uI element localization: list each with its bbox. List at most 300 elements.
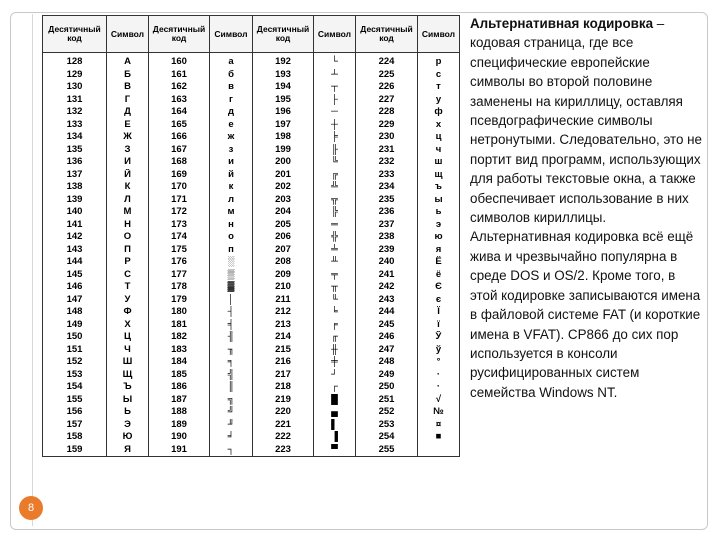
table-row [43,369,460,382]
table-row [43,394,460,407]
symbol-cell: · [418,381,460,394]
decimal-code-cell: 227 [356,94,418,107]
decimal-code-cell: 238 [356,231,418,244]
decimal-code-cell: 155 [43,394,107,407]
decimal-code-cell: 156 [43,406,107,419]
symbol-cell: х [418,119,460,132]
symbol-cell: · [418,369,460,382]
table-row [43,256,460,269]
symbol-cell: Т [107,281,149,294]
description-body: – кодовая страница, где все специфические европейские символы во второй половине заменены на кириллицу, оставляя псевдографические символы нетронутыми. Следовательно, это не портит вид программ, использующих для работы текстовые окна, а также обеспечивает использование в них символов кириллицы. Альтернативная кодировка всё ещё жива и чрезвычайно популярна в среде DOS и OS/2. Кроме того, в этой кодировке записываются имена в файловой системе FAT (и короткие имена в VFAT). CP866 до сих пор используется в консоли русифицированных систем семейства Windows NT. [470,16,703,400]
table-row [43,431,460,444]
decimal-code-cell: 216 [253,356,314,369]
decimal-code-cell: 150 [43,331,107,344]
header-symbol: Символ [107,16,149,53]
decimal-code-cell: 228 [356,106,418,119]
symbol-cell: ┌ [314,381,356,394]
decimal-code-cell: 193 [253,69,314,82]
decimal-code-cell: 177 [149,269,210,282]
decimal-code-cell: 151 [43,344,107,357]
symbol-cell: ─ [314,106,356,119]
symbol-cell: ┬ [314,81,356,94]
decimal-code-cell: 230 [356,131,418,144]
description-title: Альтернативная кодировка [470,16,654,31]
symbol-cell: ▓ [210,281,253,294]
symbol-cell: Х [107,319,149,332]
symbol-cell: ╫ [314,344,356,357]
decimal-code-cell: 131 [43,94,107,107]
decimal-code-cell: 248 [356,356,418,369]
symbol-cell: Г [107,94,149,107]
decimal-code-cell: 139 [43,194,107,207]
table-row [43,156,460,169]
decimal-code-cell: 168 [149,156,210,169]
decimal-code-cell: 147 [43,294,107,307]
header-symbol: Символ [210,16,253,53]
slide-left-rail [14,14,33,526]
symbol-cell: М [107,206,149,219]
decimal-code-cell: 231 [356,144,418,157]
symbol-cell: √ [418,394,460,407]
decimal-code-cell: 165 [149,119,210,132]
symbol-cell: ■ [418,431,460,444]
decimal-code-cell: 185 [149,369,210,382]
symbol-cell: В [107,81,149,94]
symbol-cell: ╖ [210,344,253,357]
decimal-code-cell: 152 [43,356,107,369]
decimal-code-cell: 186 [149,381,210,394]
decimal-code-cell: 189 [149,419,210,432]
symbol-cell: ╢ [210,331,253,344]
symbol-cell: ┴ [314,69,356,82]
decimal-code-cell: 159 [43,444,107,457]
decimal-code-cell: 179 [149,294,210,307]
symbol-cell: Ў [418,331,460,344]
symbol-cell: Ф [107,306,149,319]
decimal-code-cell: 255 [356,444,418,457]
symbol-cell: ▀ [314,444,356,457]
decimal-code-cell: 252 [356,406,418,419]
symbol-cell: Ш [107,356,149,369]
table-row [43,269,460,282]
symbol-cell: Р [107,256,149,269]
decimal-code-cell: 174 [149,231,210,244]
decimal-code-cell: 199 [253,144,314,157]
symbol-cell: щ [418,169,460,182]
symbol-cell: ф [418,106,460,119]
symbol-cell: ║ [210,381,253,394]
symbol-cell: Д [107,106,149,119]
decimal-code-cell: 229 [356,119,418,132]
table-row [43,281,460,294]
decimal-code-cell: 200 [253,156,314,169]
symbol-cell: Щ [107,369,149,382]
symbol-cell: ╨ [314,256,356,269]
table-row [43,106,460,119]
decimal-code-cell: 175 [149,244,210,257]
table-row [43,219,460,232]
decimal-code-cell: 192 [253,53,314,69]
decimal-code-cell: 129 [43,69,107,82]
decimal-code-cell: 237 [356,219,418,232]
symbol-cell: й [210,169,253,182]
symbol-cell: З [107,144,149,157]
symbol-cell: И [107,156,149,169]
symbol-cell: ╘ [314,306,356,319]
table-row [43,181,460,194]
symbol-cell: ╟ [314,144,356,157]
symbol-cell: ═ [314,219,356,232]
symbol-cell: б [210,69,253,82]
decimal-code-cell: 213 [253,319,314,332]
decimal-code-cell: 247 [356,344,418,357]
table-row [43,306,460,319]
decimal-code-cell: 148 [43,306,107,319]
symbol-cell: ў [418,344,460,357]
symbol-cell: ц [418,131,460,144]
description-text [470,14,706,402]
decimal-code-cell: 137 [43,169,107,182]
symbol-cell: ¤ [418,419,460,432]
decimal-code-cell: 208 [253,256,314,269]
symbol-cell: ь [418,206,460,219]
symbol-cell: з [210,144,253,157]
table-row [43,319,460,332]
symbol-cell: ╔ [314,169,356,182]
symbol-cell: ╡ [210,319,253,332]
symbol-cell: и [210,156,253,169]
decimal-code-cell: 190 [149,431,210,444]
decimal-code-cell: 209 [253,269,314,282]
symbol-cell: є [418,294,460,307]
symbol-cell: ▄ [314,406,356,419]
symbol-cell: о [210,231,253,244]
symbol-cell: ы [418,194,460,207]
decimal-code-cell: 223 [253,444,314,457]
decimal-code-cell: 207 [253,244,314,257]
symbol-cell: У [107,294,149,307]
decimal-code-cell: 198 [253,131,314,144]
symbol-cell: П [107,244,149,257]
decimal-code-cell: 204 [253,206,314,219]
decimal-code-cell: 219 [253,394,314,407]
symbol-cell: Э [107,419,149,432]
symbol-cell: ░ [210,256,253,269]
table-row [43,381,460,394]
symbol-cell: ° [418,356,460,369]
decimal-code-cell: 221 [253,419,314,432]
symbol-cell: Ч [107,344,149,357]
symbol-cell: э [418,219,460,232]
symbol-cell: ┼ [314,119,356,132]
table-row [43,244,460,257]
decimal-code-cell: 142 [43,231,107,244]
table-row [43,419,460,432]
decimal-code-cell: 180 [149,306,210,319]
table-row [43,69,460,82]
decimal-code-cell: 236 [356,206,418,219]
symbol-cell: ▒ [210,269,253,282]
decimal-code-cell: 226 [356,81,418,94]
symbol-cell: ё [418,269,460,282]
decimal-code-cell: 217 [253,369,314,382]
symbol-cell: л [210,194,253,207]
decimal-code-cell: 143 [43,244,107,257]
symbol-cell: р [418,53,460,69]
decimal-code-cell: 170 [149,181,210,194]
table-row [43,344,460,357]
decimal-code-cell: 135 [43,144,107,157]
table-row [43,119,460,132]
table-row [43,53,460,69]
decimal-code-cell: 211 [253,294,314,307]
symbol-cell: ╒ [314,319,356,332]
decimal-code-cell: 210 [253,281,314,294]
table-row [43,169,460,182]
symbol-cell: ╥ [314,281,356,294]
decimal-code-cell: 169 [149,169,210,182]
symbol-cell: п [210,244,253,257]
decimal-code-cell: 249 [356,369,418,382]
symbol-cell: я [418,244,460,257]
decimal-code-cell: 149 [43,319,107,332]
symbol-cell: а [210,53,253,69]
decimal-code-cell: 205 [253,219,314,232]
decimal-code-cell: 166 [149,131,210,144]
decimal-code-cell: 196 [253,106,314,119]
decimal-code-cell: 145 [43,269,107,282]
header-symbol: Символ [418,16,460,53]
decimal-code-cell: 178 [149,281,210,294]
decimal-code-cell: 234 [356,181,418,194]
decimal-code-cell: 182 [149,331,210,344]
symbol-cell: Ц [107,331,149,344]
decimal-code-cell: 239 [356,244,418,257]
table-row [43,444,460,457]
symbol-cell: Я [107,444,149,457]
symbol-cell: ╦ [314,194,356,207]
decimal-code-cell: 246 [356,331,418,344]
symbol-cell: ╧ [314,244,356,257]
decimal-code-cell: 160 [149,53,210,69]
header-symbol: Символ [314,16,356,53]
symbol-cell: ╙ [314,294,356,307]
symbol-cell: н [210,219,253,232]
decimal-code-cell: 161 [149,69,210,82]
symbol-cell: О [107,231,149,244]
decimal-code-cell: 235 [356,194,418,207]
symbol-cell: └ [314,53,356,69]
table-row [43,356,460,369]
symbol-cell: Ж [107,131,149,144]
table-row [43,406,460,419]
decimal-code-cell: 220 [253,406,314,419]
decimal-code-cell: 191 [149,444,210,457]
symbol-cell: № [418,406,460,419]
decimal-code-cell: 188 [149,406,210,419]
decimal-code-cell: 184 [149,356,210,369]
decimal-code-cell: 133 [43,119,107,132]
decimal-code-cell: 242 [356,281,418,294]
symbol-cell: А [107,53,149,69]
decimal-code-cell: 140 [43,206,107,219]
decimal-code-cell: 181 [149,319,210,332]
symbol-cell: г [210,94,253,107]
decimal-code-cell: 202 [253,181,314,194]
decimal-code-cell: 173 [149,219,210,232]
symbol-cell: Е [107,119,149,132]
decimal-code-cell: 154 [43,381,107,394]
header-decimal-code: Десятичный код [356,16,418,53]
symbol-cell: ▐ [314,431,356,444]
symbol-cell: К [107,181,149,194]
symbol-cell: ╓ [314,331,356,344]
symbol-cell: м [210,206,253,219]
symbol-cell: ж [210,131,253,144]
decimal-code-cell: 176 [149,256,210,269]
symbol-cell: Ь [107,406,149,419]
symbol-cell: у [418,94,460,107]
table-row [43,194,460,207]
symbol-cell: Є [418,281,460,294]
decimal-code-cell: 214 [253,331,314,344]
symbol-cell: Ъ [107,381,149,394]
symbol-cell: ┘ [314,369,356,382]
symbol-cell: ╚ [314,156,356,169]
decimal-code-cell: 218 [253,381,314,394]
symbol-cell: ї [418,319,460,332]
decimal-code-cell: 132 [43,106,107,119]
symbol-cell: Ы [107,394,149,407]
symbol-cell: ю [418,231,460,244]
table-body [43,53,460,457]
decimal-code-cell: 245 [356,319,418,332]
table-row [43,231,460,244]
symbol-cell: ╣ [210,369,253,382]
symbol-cell: к [210,181,253,194]
decimal-code-cell: 201 [253,169,314,182]
symbol-cell: ╪ [314,356,356,369]
decimal-code-cell: 215 [253,344,314,357]
symbol-cell: ┐ [210,444,253,457]
decimal-code-cell: 241 [356,269,418,282]
symbol-cell: д [210,106,253,119]
decimal-code-cell: 141 [43,219,107,232]
table-row [43,94,460,107]
decimal-code-cell: 157 [43,419,107,432]
decimal-code-cell: 254 [356,431,418,444]
table-row [43,131,460,144]
symbol-cell: ╝ [210,406,253,419]
decimal-code-cell: 243 [356,294,418,307]
symbol-cell: ч [418,144,460,157]
decimal-code-cell: 232 [356,156,418,169]
decimal-code-cell: 206 [253,231,314,244]
decimal-code-cell: 167 [149,144,210,157]
table-row [43,144,460,157]
decimal-code-cell: 197 [253,119,314,132]
decimal-code-cell: 130 [43,81,107,94]
symbol-cell: ╕ [210,356,253,369]
symbol-cell: Ё [418,256,460,269]
decimal-code-cell: 163 [149,94,210,107]
table-row [43,206,460,219]
symbol-cell: Б [107,69,149,82]
decimal-code-cell: 240 [356,256,418,269]
decimal-code-cell: 253 [356,419,418,432]
symbol-cell: ш [418,156,460,169]
symbol-cell: Й [107,169,149,182]
decimal-code-cell: 203 [253,194,314,207]
decimal-code-cell: 153 [43,369,107,382]
decimal-code-cell: 136 [43,156,107,169]
symbol-cell: е [210,119,253,132]
symbol-cell: ╬ [314,231,356,244]
symbol-cell: █ [314,394,356,407]
decimal-code-cell: 194 [253,81,314,94]
decimal-code-cell: 195 [253,94,314,107]
encoding-table [42,15,460,457]
header-decimal-code: Десятичный код [253,16,314,53]
symbol-cell: ╗ [210,394,253,407]
decimal-code-cell: 171 [149,194,210,207]
decimal-code-cell: 244 [356,306,418,319]
decimal-code-cell: 128 [43,53,107,69]
decimal-code-cell: 233 [356,169,418,182]
decimal-code-cell: 158 [43,431,107,444]
decimal-code-cell: 224 [356,53,418,69]
decimal-code-cell: 222 [253,431,314,444]
symbol-cell: ╤ [314,269,356,282]
symbol-cell: ъ [418,181,460,194]
decimal-code-cell: 250 [356,381,418,394]
slide-number-badge: 8 [19,496,43,520]
decimal-code-cell: 225 [356,69,418,82]
decimal-code-cell: 172 [149,206,210,219]
decimal-code-cell: 183 [149,344,210,357]
symbol-cell: Н [107,219,149,232]
symbol-cell: Ю [107,431,149,444]
decimal-code-cell: 187 [149,394,210,407]
symbol-cell: ╜ [210,419,253,432]
decimal-code-cell: 164 [149,106,210,119]
symbol-cell: в [210,81,253,94]
header-decimal-code: Десятичный код [149,16,210,53]
symbol-cell: С [107,269,149,282]
decimal-code-cell: 138 [43,181,107,194]
symbol-cell: Ї [418,306,460,319]
decimal-code-cell: 251 [356,394,418,407]
decimal-code-cell: 146 [43,281,107,294]
symbol-cell: ▌ [314,419,356,432]
symbol-cell: ┤ [210,306,253,319]
symbol-cell: ╛ [210,431,253,444]
symbol-cell: ╠ [314,206,356,219]
table-row [43,331,460,344]
header-decimal-code: Десятичный код [43,16,107,53]
symbol-cell: с [418,69,460,82]
decimal-code-cell: 212 [253,306,314,319]
table-row [43,294,460,307]
symbol-cell: т [418,81,460,94]
symbol-cell: │ [210,294,253,307]
symbol-cell: ├ [314,94,356,107]
decimal-code-cell: 144 [43,256,107,269]
symbol-cell: ╞ [314,131,356,144]
symbol-cell: ╩ [314,181,356,194]
decimal-code-cell: 162 [149,81,210,94]
table-header-row [43,16,460,53]
